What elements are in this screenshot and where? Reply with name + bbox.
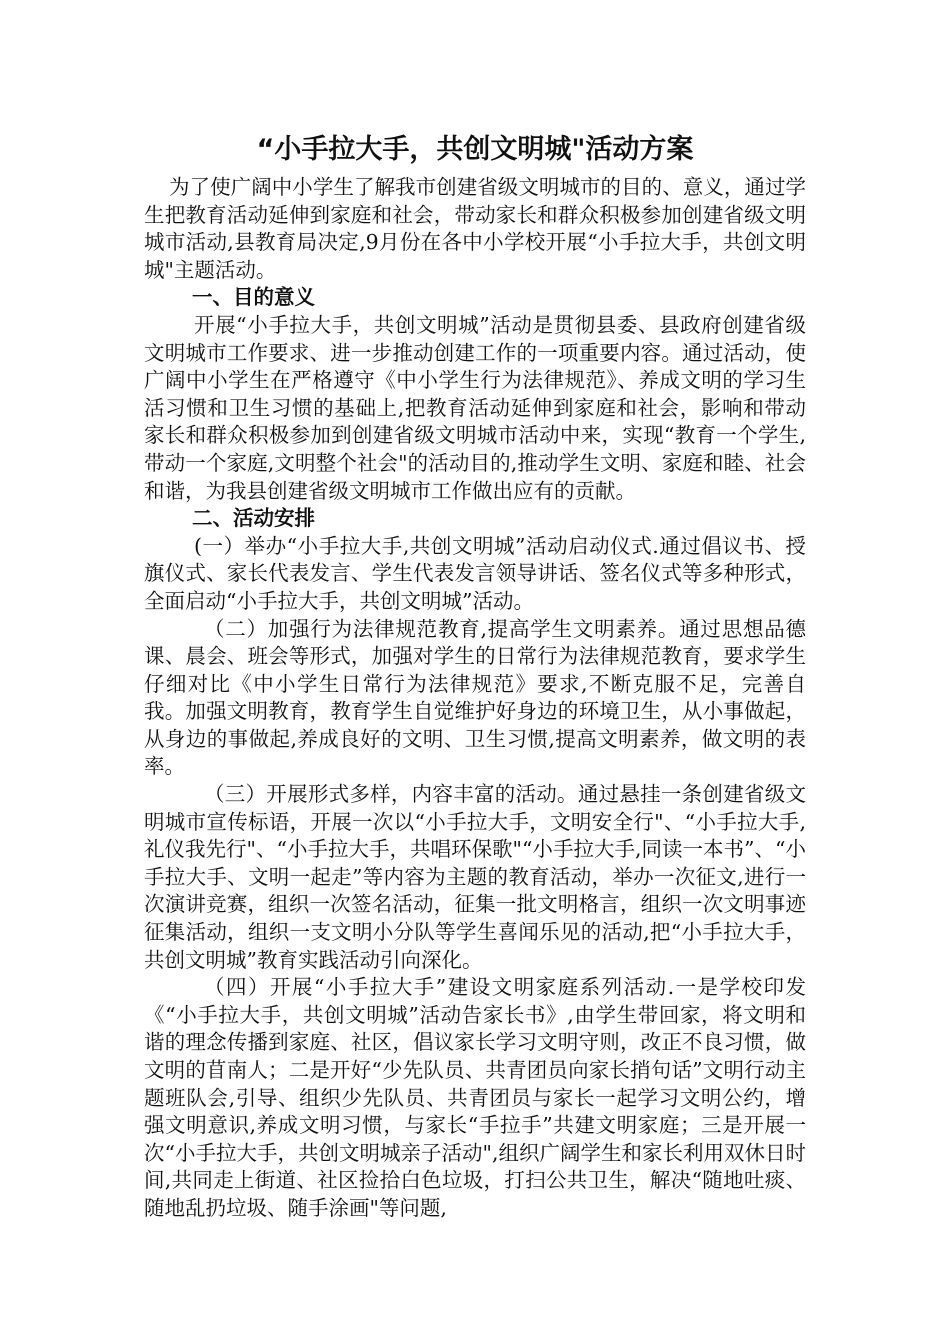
section-heading-arrangement: 二、活动安排 xyxy=(192,506,315,531)
document-page xyxy=(144,130,806,1223)
arrangement-item-2: （二）加强行为法律规范教育,提高学生文明素养。通过思想品德课、晨会、班会等形式，加强对学生的日常行为法律规范教育，要求学生仔细对比《中小学生日常行为法律规范》要求,不断克服不足，完善自我。加强文明教育，教育学生自觉维护好身边的环境卫生，从小事做起，从身边的事做起,养成良好的文明、卫生习惯,提高文明素养，做文明的表率。 xyxy=(144,616,806,779)
purpose-paragraph: 开展“小手拉大手，共创文明城”活动是贯彻县委、县政府创建省级文明城市工作要求、进一步推动创建工作的一项重要内容。通过活动，使广阔中小学生在严格遵守《中小学生行为法律规范》、养成文明的学习生活习惯和卫生习惯的基础上,把教育活动延伸到家庭和社会，影响和带动家长和群众积极参加到创建省级文明城市活动中来，实现“教育一个学生,带动一个家庭,文明整个社会"的活动目的,推动学生文明、家庭和睦、社会和谐，为我县创建省级文明城市工作做出应有的贡献。 xyxy=(144,312,806,503)
section-heading-purpose: 一、目的意义 xyxy=(192,285,315,310)
arrangement-item-3: （三）开展形式多样，内容丰富的活动。通过悬挂一条创建省级文明城市宣传标语，开展一次以“小手拉大手，文明安全行"、“小手拉大手,礼仪我先行"、“小手拉大手，共唱环保歌"“小手拉大手,同读一本书”、“小手拉大手、文明一起走”等内容为主题的教育活动，举办一次征文,进行一次演讲竞赛，组织一次签名活动，征集一批文明格言，组织一次文明事迹征集活动，组织一支文明小分队等学生喜闻乐见的活动,把“小手拉大手，共创文明城”教育实践活动引向深化。 xyxy=(144,782,806,972)
document-title: “小手拉大手，共创文明城"活动方案 xyxy=(256,134,694,165)
arrangement-item-1: (一）举办“小手拉大手,共创文明城”活动启动仪式.通过倡议书、授旗仪式、家长代表发言、学生代表发言领导讲话、签名仪式等多种形式，全面启动“小手拉大手，共创文明城”活动。 xyxy=(144,533,806,613)
arrangement-item-4: （四）开展“小手拉大手”建设文明家庭系列活动.一是学校印发《“小手拉大手，共创文明城”活动告家长书》,由学生带回家，将文明和谐的理念传播到家庭、社区，倡议家长学习文明守则，改正不良习惯，做文明的苜南人；二是开好“少先队员、共青团员向家长捎句话”文明行动主题班队会,引导、组织少先队员、共青团员与家长一起学习文明公约，增强文明意识,养成文明习惯，与家长“手拉手”共建文明家庭；三是开展一次“小手拉大手，共创文明城亲子活动",组织广阔学生和家长利用双休日时间,共同走上街道、社区捡拾白色垃圾，打扫公共卫生，解决“随地吐痰、随地乱扔垃圾、随手涂画"等问题, xyxy=(144,975,806,1220)
intro-paragraph: 为了使广阔中小学生了解我市创建省级文明城市的目的、意义，通过学生把教育活动延伸到家庭和社会，带动家长和群众积极参加创建省级文明城市活动,县教育局决定,9月份在各中小学校开展“小手拉大手，共创文明城"主题活动。 xyxy=(144,175,806,282)
